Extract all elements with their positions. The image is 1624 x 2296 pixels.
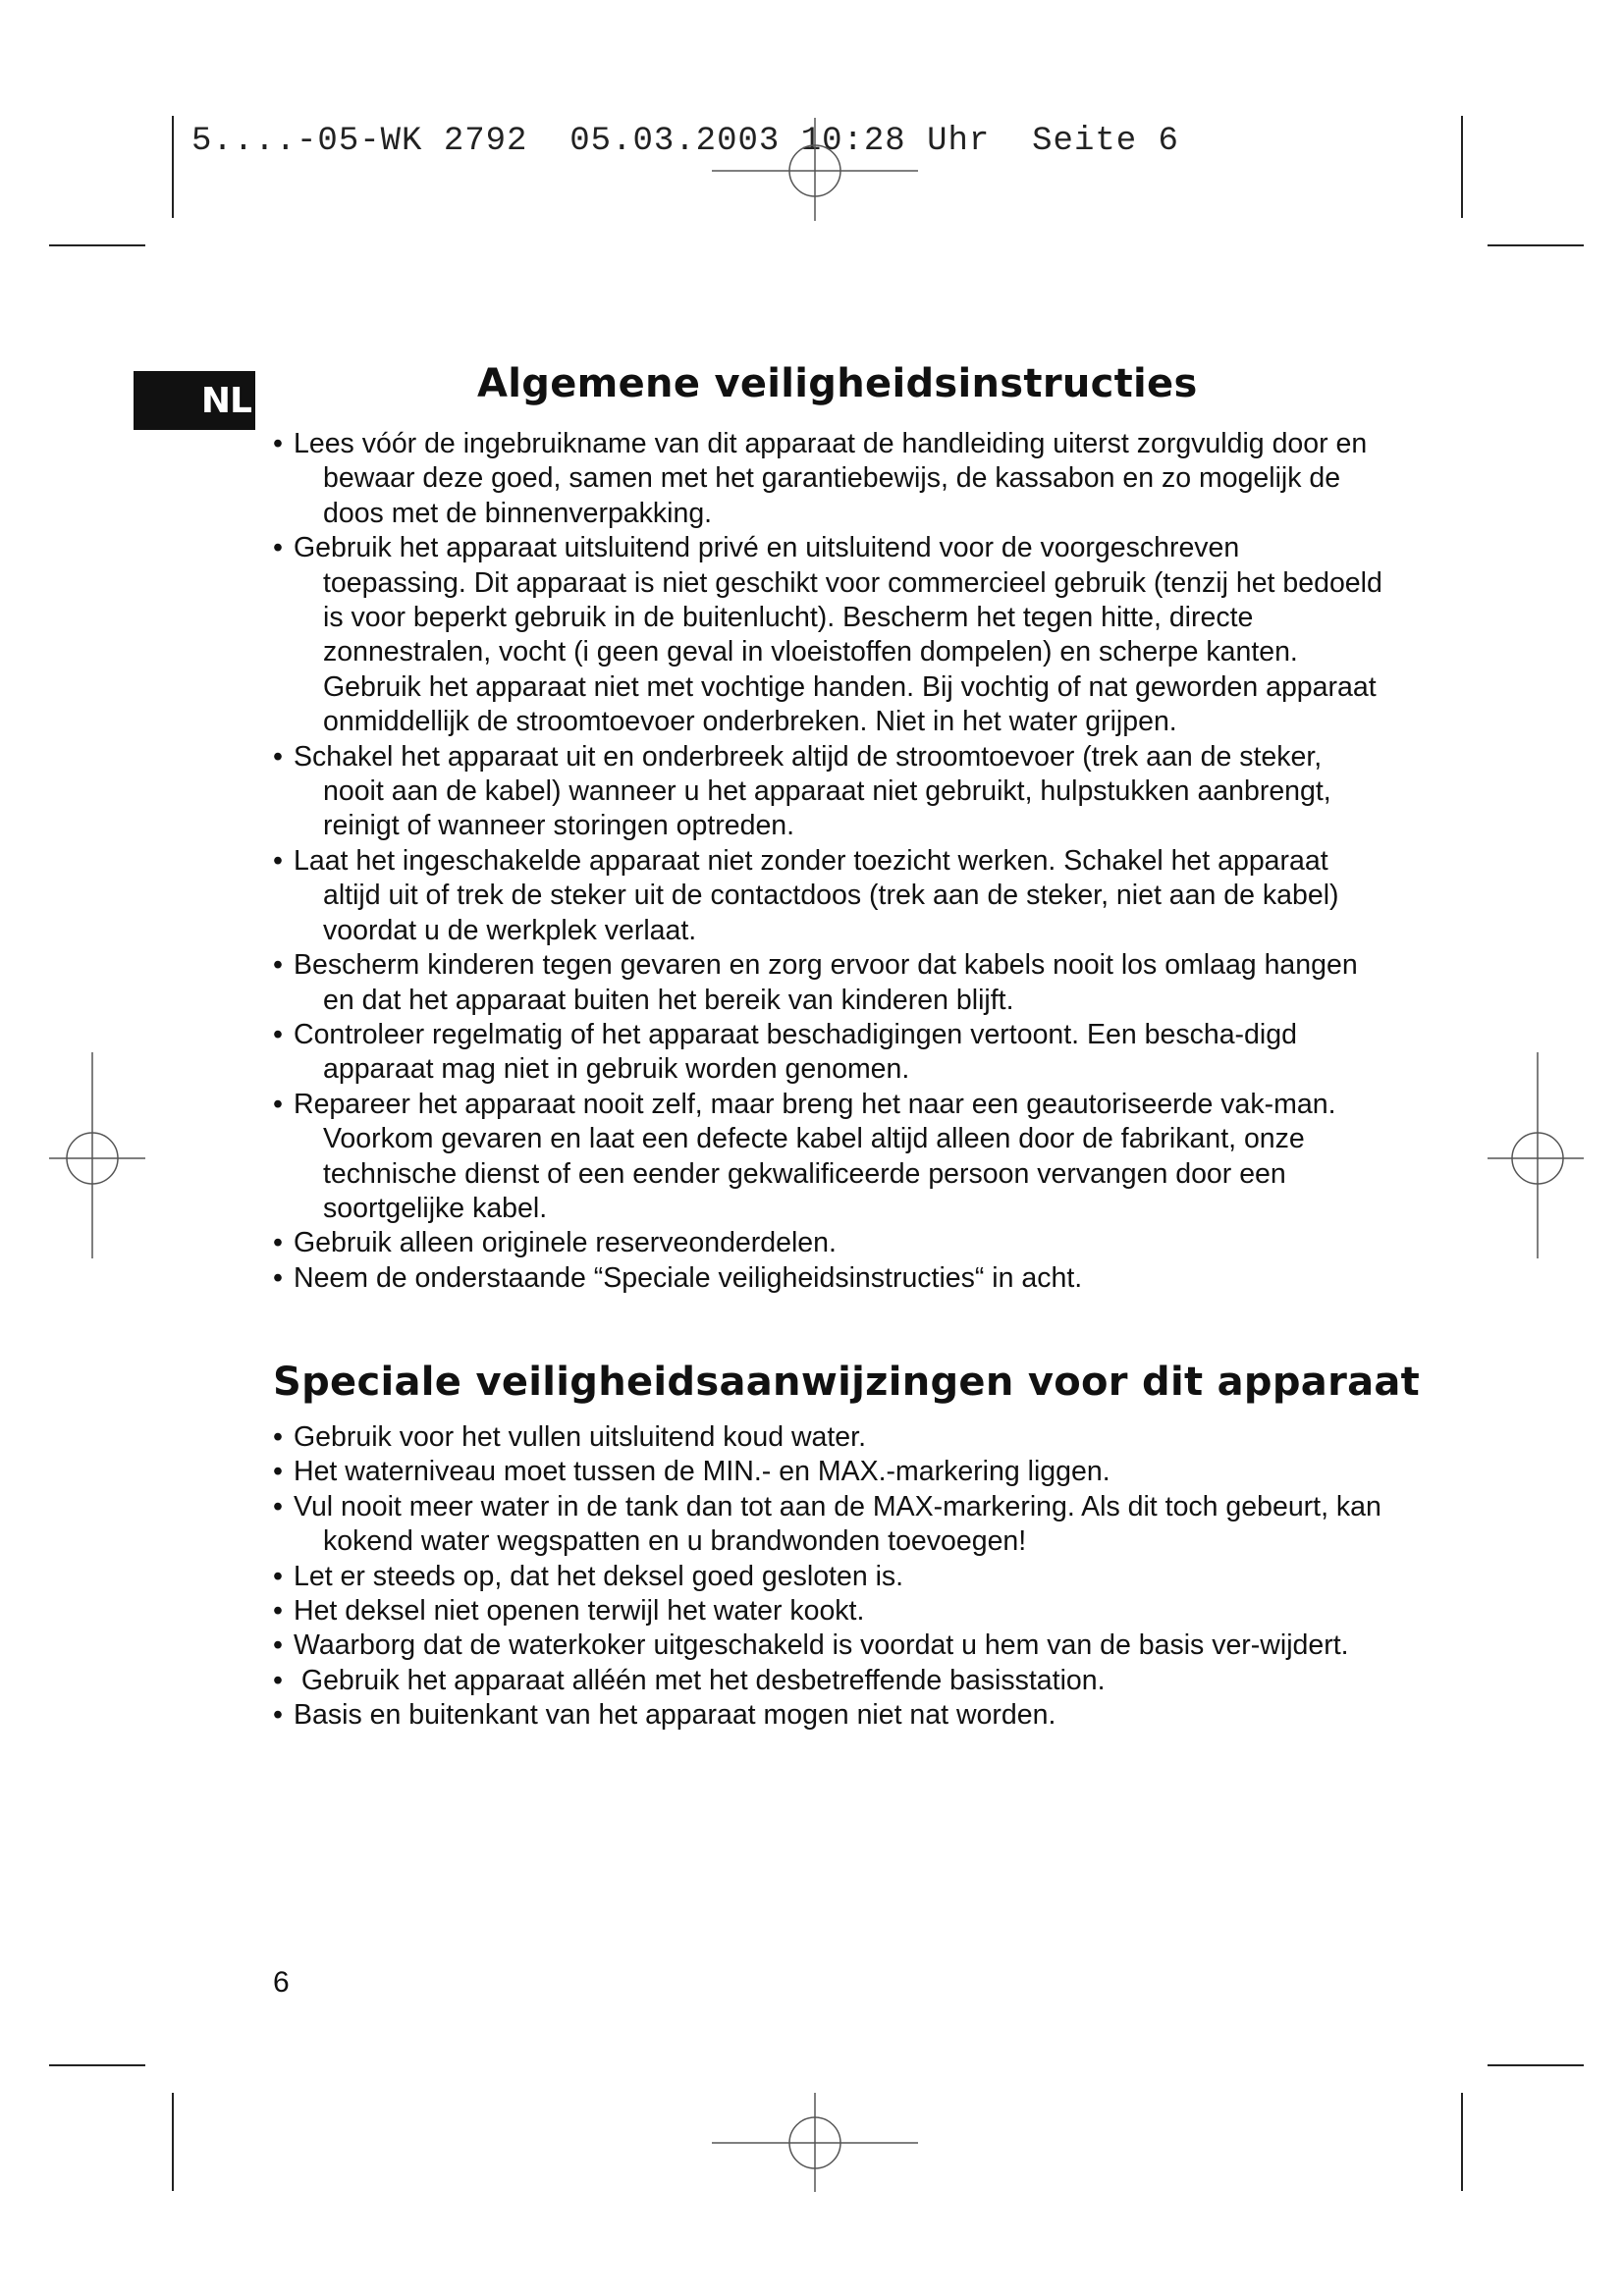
- list-item-text: Controleer regelmatig of het apparaat beschadigingen vertoont. Een bescha-digd apparaat mag niet in gebruik worden genomen.: [294, 1018, 1297, 1086]
- list-item-text: Het waterniveau moet tussen de MIN.- en MAX.-markering liggen.: [294, 1456, 1110, 1488]
- general-safety-list: [273, 427, 1382, 1296]
- list-item: • Bescherm kinderen tegen gevaren en zorg ervoor dat kabels nooit los omlaag hangen en dat het apparaat buiten het bereik van kinderen blijft.: [273, 949, 1358, 1016]
- list-item: • Repareer het apparaat nooit zelf, maar breng het naar een geautoriseerde vak-man. Voorkom gevaren en laat een defecte kabel altijd alleen door de fabrikant, onze technische dienst of een eender gekwalificeerde persoon vervangen door een soortgelijke kabel.: [273, 1088, 1336, 1224]
- list-item-text: Basis en buitenkant van het apparaat mogen niet nat worden.: [294, 1699, 1056, 1732]
- list-item-text: Gebruik het apparaat alléén met het desbetreffende basisstation.: [294, 1664, 1106, 1696]
- list-item-text: Laat het ingeschakelde apparaat niet zonder toezicht werken. Schakel het apparaat altijd uit of trek de steker uit de contactdoos (trek aan de steker, niet aan de kabel) voordat u de werkplek verlaat.: [294, 844, 1339, 946]
- list-item-text: Schakel het apparaat uit en onderbreek altijd de stroomtoevoer (trek aan de steker, nooit aan de kabel) wanneer u het apparaat niet gebruikt, hulpstukken aanbrengt, reinigt of wanneer storingen optreden.: [294, 740, 1331, 842]
- list-item-text: Lees vóór de ingebruikname van dit apparaat de handleiding uiterst zorgvuldig door en bewaar deze goed, samen met het garantiebewijs, de kassabon en zo mogelijk de doos met de binnenverpakking.: [294, 428, 1368, 529]
- list-item: • Waarborg dat de waterkoker uitgeschakeld is voordat u hem van de basis ver-wijdert.: [273, 1629, 1349, 1662]
- list-item-text: Bescherm kinderen tegen gevaren en zorg ervoor dat kabels nooit los omlaag hangen en dat het apparaat buiten het bereik van kinderen blijft.: [294, 949, 1358, 1016]
- section-title-general-safety: Algemene veiligheidsinstructies: [477, 361, 1198, 406]
- list-item: • Het waterniveau moet tussen de MIN.- en MAX.-markering liggen.: [273, 1456, 1110, 1488]
- list-item-text: Waarborg dat de waterkoker uitgeschakeld is voordat u hem van de basis ver-wijdert.: [294, 1629, 1349, 1662]
- registration-mark-left: [49, 1052, 145, 1258]
- print-header: 5....-05-WK 2792 05.03.2003 10:28 Uhr Seite 6: [191, 123, 1179, 160]
- list-item-text: Vul nooit meer water in de tank dan tot aan de MAX-markering. Als dit toch gebeurt, kan kokend water wegspatten en u brandwonden toevoegen!: [294, 1490, 1381, 1558]
- list-item: • Let er steeds op, dat het deksel goed gesloten is.: [273, 1560, 904, 1592]
- list-item-text: Gebruik het apparaat uitsluitend privé en uitsluitend voor de voorgeschreven toepassing. Dit apparaat is niet geschikt voor commercieel gebruik (tenzij het bedoeld is voor beperkt gebruik in de buitenlucht). Bescherm het tegen hitte, directe zonnestralen, vocht (i geen geval in vloeistoffen dompelen) en scherpe kanten. Gebruik het apparaat niet met vochtige handen. Bij vochtig of nat geworden apparaat onmiddellijk de stroomtoevoer onderbreken. Niet in het water grijpen.: [294, 532, 1382, 738]
- list-item: • Controleer regelmatig of het apparaat beschadigingen vertoont. Een bescha-digd apparaat mag niet in gebruik worden genomen.: [273, 1018, 1297, 1086]
- list-item-text: Gebruik voor het vullen uitsluitend koud water.: [294, 1421, 866, 1453]
- list-item-text: Let er steeds op, dat het deksel goed gesloten is.: [294, 1560, 904, 1592]
- list-item: • Basis en buitenkant van het apparaat mogen niet nat worden.: [273, 1699, 1056, 1732]
- list-item: • Vul nooit meer water in de tank dan tot aan de MAX-markering. Als dit toch gebeurt, kan kokend water wegspatten en u brandwonden toevoegen!: [273, 1490, 1381, 1558]
- list-item: • Lees vóór de ingebruikname van dit apparaat de handleiding uiterst zorgvuldig door en bewaar deze goed, samen met het garantiebewijs, de kassabon en zo mogelijk de doos met de binnenverpakking.: [273, 428, 1368, 529]
- section-title-special-safety: Speciale veiligheidsaanwijzingen voor dit apparaat: [273, 1360, 1421, 1405]
- list-item: • Gebruik alleen originele reserveonderdelen.: [273, 1227, 837, 1259]
- language-tab: NL: [134, 371, 255, 430]
- list-item-text: Repareer het apparaat nooit zelf, maar breng het naar een geautoriseerde vak-man. Voorkom gevaren en laat een defecte kabel altijd alleen door de fabrikant, onze technische dienst of een eender gekwalificeerde persoon vervangen door een soortgelijke kabel.: [294, 1088, 1336, 1224]
- list-item: • Laat het ingeschakelde apparaat niet zonder toezicht werken. Schakel het apparaat altijd uit of trek de steker uit de contactdoos (trek aan de steker, niet aan de kabel) voordat u de werkplek verlaat.: [273, 844, 1339, 946]
- list-item-text: Neem de onderstaande “Speciale veiligheidsinstructies“ in acht.: [294, 1261, 1083, 1294]
- list-item-text: Het deksel niet openen terwijl het water kookt.: [294, 1595, 865, 1628]
- registration-mark-right: [1488, 1052, 1584, 1258]
- registration-mark-top: [712, 118, 918, 221]
- page-number: 6: [273, 1966, 290, 1999]
- special-safety-list: [273, 1420, 1382, 1734]
- list-item: • Het deksel niet openen terwijl het water kookt.: [273, 1595, 865, 1628]
- list-item: • Gebruik voor het vullen uitsluitend koud water.: [273, 1421, 866, 1453]
- list-item-text: Gebruik alleen originele reserveonderdelen.: [294, 1227, 837, 1259]
- list-item: • Neem de onderstaande “Speciale veiligheidsinstructies“ in acht.: [273, 1261, 1083, 1294]
- list-item: • Schakel het apparaat uit en onderbreek altijd de stroomtoevoer (trek aan de steker, nooit aan de kabel) wanneer u het apparaat niet gebruikt, hulpstukken aanbrengt, reinigt of wanneer storingen optreden.: [273, 740, 1331, 842]
- list-item: • Gebruik het apparaat alléén met het desbetreffende basisstation.: [273, 1664, 1106, 1696]
- list-item: • Gebruik het apparaat uitsluitend privé en uitsluitend voor de voorgeschreven toepassing. Dit apparaat is niet geschikt voor commercieel gebruik (tenzij het bedoeld is voor beperkt gebruik in de buitenlucht). Bescherm het tegen hitte, directe zonnestralen, vocht (i geen geval in vloeistoffen dompelen) en scherpe kanten. Gebruik het apparaat niet met vochtige handen. Bij vochtig of nat geworden apparaat onmiddellijk de stroomtoevoer onderbreken. Niet in het water grijpen.: [273, 532, 1382, 738]
- registration-mark-bottom: [712, 2093, 918, 2192]
